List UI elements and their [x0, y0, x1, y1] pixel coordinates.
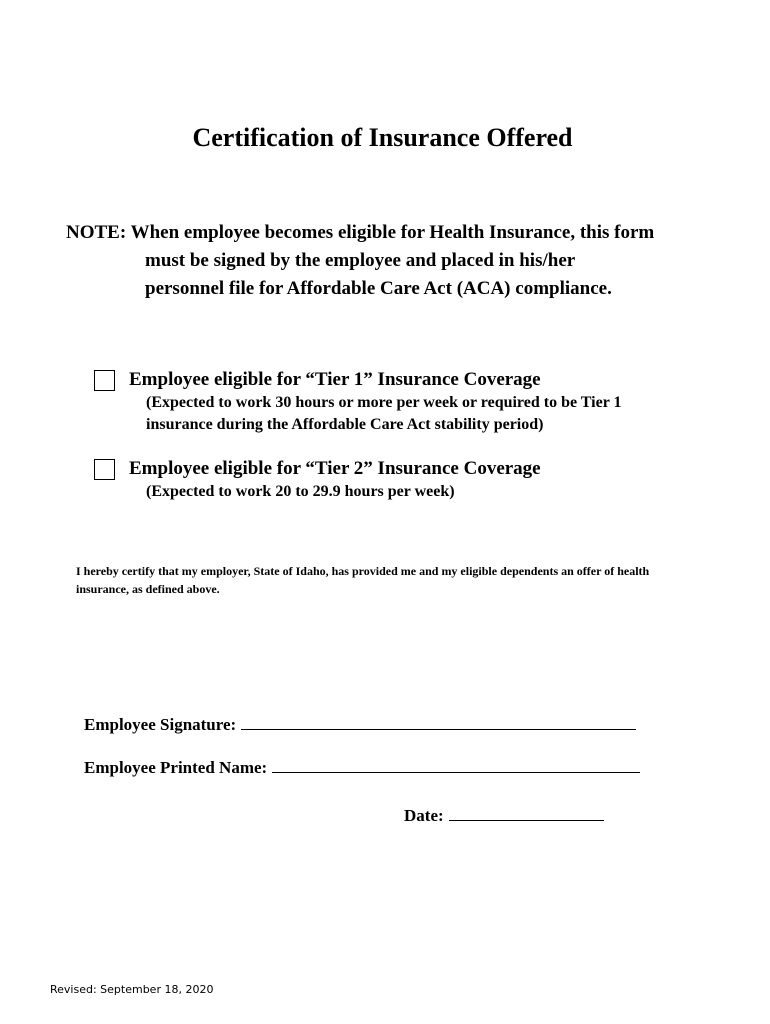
tier-1-checkbox[interactable] [94, 370, 115, 391]
tier-2-checkbox[interactable] [94, 459, 115, 480]
tier-2-label: Employee eligible for “Tier 2” Insurance Coverage [129, 458, 541, 479]
employee-signature-field[interactable] [241, 713, 636, 730]
tier-1-description-line-2: insurance during the Affordable Care Act stability period) [146, 416, 544, 433]
revised-date: Revised: September 18, 2020 [50, 983, 214, 996]
tier-2-description-line-1: (Expected to work 20 to 29.9 hours per week) [146, 483, 455, 500]
employee-printed-name-field[interactable] [272, 756, 640, 773]
employee-signature-label: Employee Signature: [84, 715, 237, 734]
employee-printed-name-label: Employee Printed Name: [84, 758, 268, 777]
tier-1-description-line-1: (Expected to work 30 hours or more per week or required to be Tier 1 [146, 394, 622, 411]
certification-line-2: insurance, as defined above. [76, 582, 220, 596]
note-paragraph [66, 219, 756, 303]
date-row [404, 804, 604, 828]
note-line-3: personnel file for Affordable Care Act (ACA) compliance. [145, 278, 612, 299]
employee-printed-name-row [84, 756, 640, 780]
note-line-1: NOTE: When employee becomes eligible for Health Insurance, this form [66, 222, 655, 243]
date-field[interactable] [449, 804, 604, 821]
tier-1-label: Employee eligible for “Tier 1” Insurance Coverage [129, 369, 541, 390]
tier-1-description [146, 392, 716, 436]
certification-line-1: I hereby certify that my employer, State of Idaho, has provided me and my eligible dependents an offer of health [76, 564, 650, 578]
note-line-2: must be signed by the employee and placed in his/her [145, 250, 576, 271]
employee-signature-row [84, 713, 636, 737]
page-title: Certification of Insurance Offered [192, 123, 573, 152]
date-label: Date: [404, 806, 444, 825]
tier-2-description [146, 481, 716, 503]
certification-statement [76, 562, 696, 598]
